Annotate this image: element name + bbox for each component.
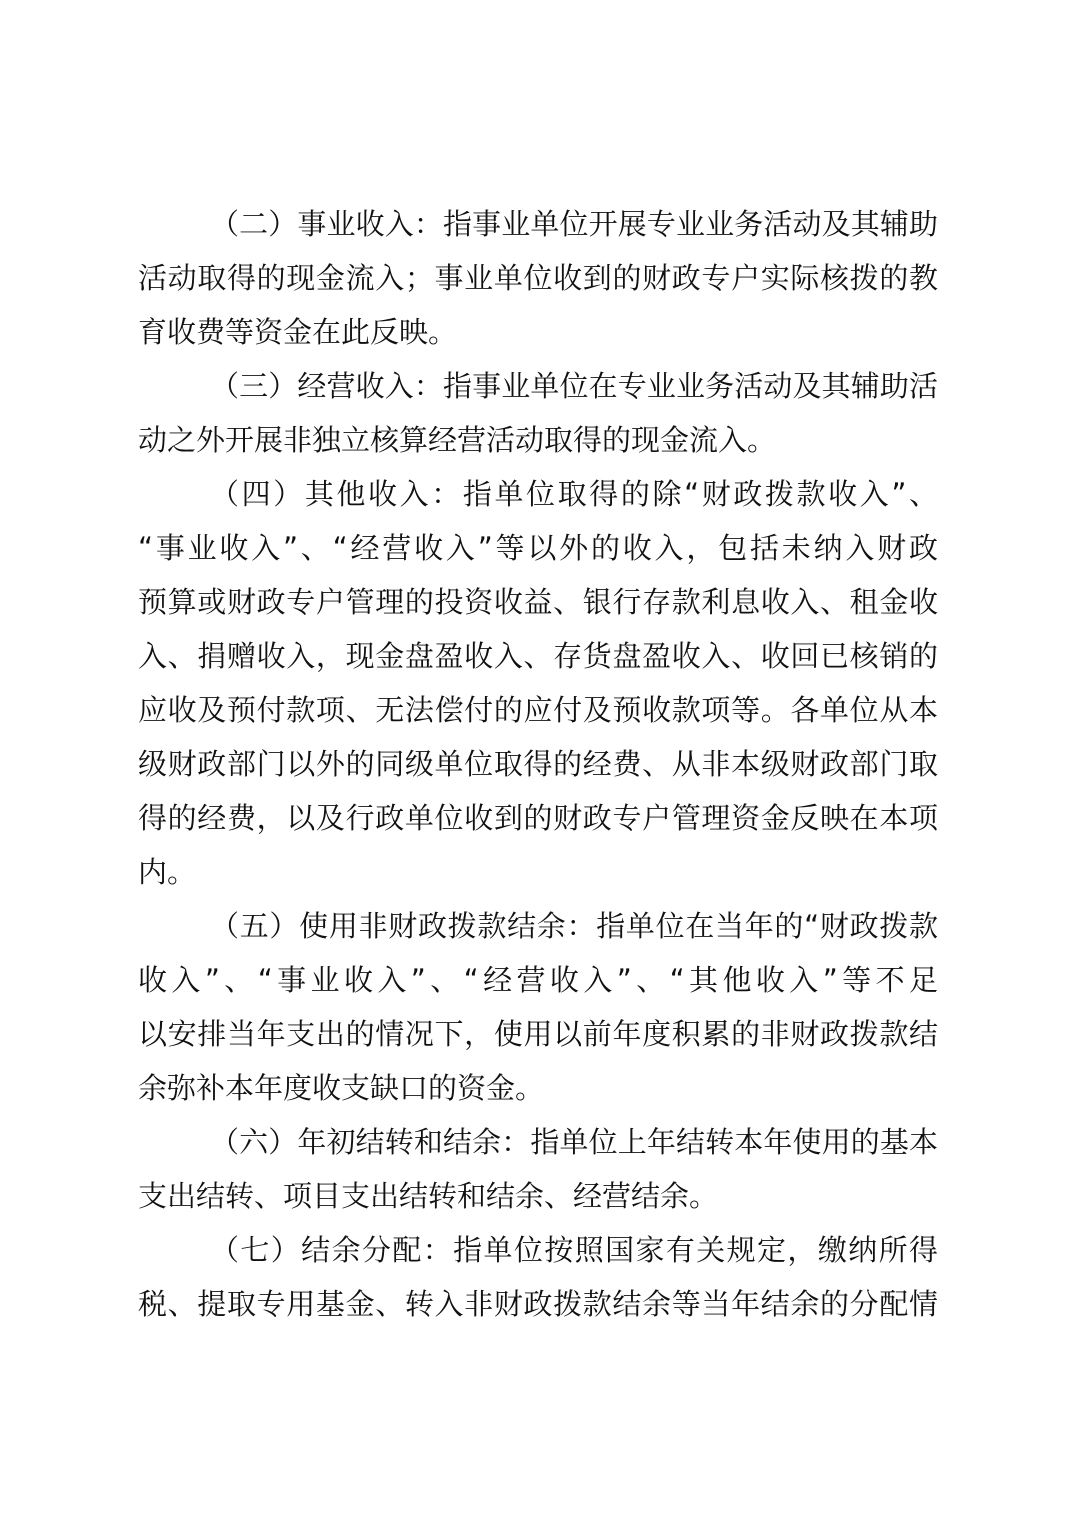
para-7-line-2: 税、提取专用基金、转入非财政拨款结余等当年结余的分配情: [138, 1287, 938, 1321]
para-5-line-4: 余弥补本年度收支缺口的资金。: [138, 1071, 545, 1105]
para-5-line-3: 以安排当年支出的情况下，使用以前年度积累的非财政拨款结: [138, 1017, 938, 1051]
para-5-line-1: （五）使用非财政拨款结余：指单位在当年的“财政拨款: [210, 909, 938, 943]
para-3-line-1: （三）经营收入：指事业单位在专业业务活动及其辅助活: [210, 369, 938, 403]
para-4-line-1: （四）其他收入：指单位取得的除“财政拨款收入”、: [210, 477, 938, 511]
para-4-line-6: 级财政部门以外的同级单位取得的经费、从非本级财政部门取: [138, 747, 938, 781]
para-2-line-3: 育收费等资金在此反映。: [138, 315, 458, 349]
para-3-line-2: 动之外开展非独立核算经营活动取得的现金流入。: [138, 423, 777, 457]
para-4-line-7: 得的经费，以及行政单位收到的财政专户管理资金反映在本项: [138, 801, 938, 835]
para-5-line-2: 收入”、“事业收入”、“经营收入”、“其他收入”等不足: [138, 963, 938, 997]
para-2-line-2: 活动取得的现金流入；事业单位收到的财政专户实际核拨的教: [138, 261, 938, 295]
para-6-line-1: （六）年初结转和结余：指单位上年结转本年使用的基本: [210, 1125, 938, 1159]
para-4-line-8: 内。: [138, 855, 197, 889]
para-4-line-5: 应收及预付款项、无法偿付的应付及预收款项等。各单位从本: [138, 693, 938, 727]
para-7-line-1: （七）结余分配：指单位按照国家有关规定，缴纳所得: [210, 1233, 938, 1267]
para-6-line-2: 支出结转、项目支出结转和结余、经营结余。: [138, 1179, 719, 1213]
para-4-line-3: 预算或财政专户管理的投资收益、银行存款利息收入、租金收: [138, 585, 938, 619]
para-4-line-4: 入、捐赠收入，现金盘盈收入、存货盘盈收入、收回已核销的: [138, 639, 938, 673]
para-4-line-2: “事业收入”、“经营收入”等以外的收入，包括未纳入财政: [138, 531, 938, 565]
para-2-line-1: （二）事业收入：指事业单位开展专业业务活动及其辅助: [210, 207, 938, 241]
